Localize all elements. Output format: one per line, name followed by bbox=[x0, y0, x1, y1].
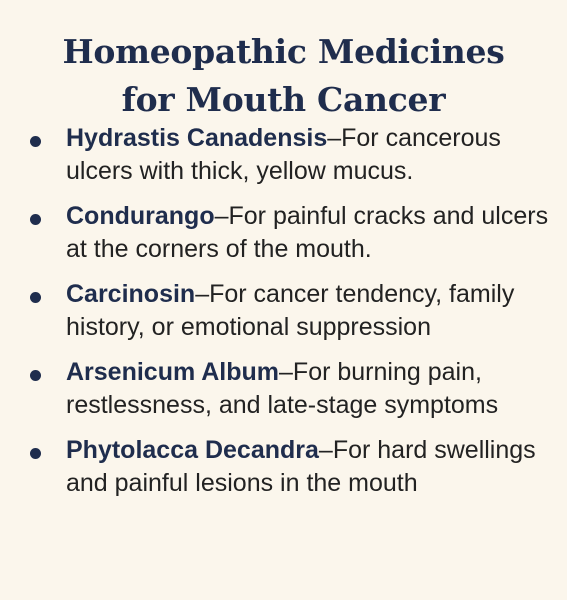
medicine-list bbox=[0, 122, 567, 512]
separator: – bbox=[318, 436, 333, 464]
separator: – bbox=[214, 202, 229, 230]
bullet-icon bbox=[30, 136, 41, 147]
medicine-name: Condurango bbox=[66, 202, 215, 230]
title-line-1: Homeopathic Medicines bbox=[62, 32, 505, 72]
medicine-description: For burning pain, restlessness, and late-stage symptoms bbox=[66, 358, 499, 419]
separator: – bbox=[279, 358, 293, 386]
list-item bbox=[0, 200, 567, 266]
title-line-2: for Mouth Cancer bbox=[121, 80, 446, 120]
separator: – bbox=[327, 124, 342, 152]
separator: – bbox=[195, 280, 210, 308]
medicine-description: For cancer tendency, family history, or emotional suppression bbox=[66, 280, 515, 341]
page-title bbox=[0, 28, 567, 124]
bullet-icon bbox=[30, 370, 41, 381]
medicine-name: Hydrastis Canadensis bbox=[66, 124, 328, 152]
bullet-icon bbox=[30, 292, 41, 303]
medicine-description: For painful cracks and ulcers at the corners of the mouth. bbox=[66, 202, 549, 263]
medicine-name: Arsenicum Album bbox=[66, 358, 280, 386]
bullet-icon bbox=[30, 214, 41, 225]
medicine-description: For hard swellings and painful lesions in the mouth bbox=[66, 436, 536, 497]
medicine-name: Phytolacca Decandra bbox=[66, 436, 319, 464]
list-item bbox=[0, 278, 567, 344]
list-item bbox=[0, 122, 567, 188]
medicine-name: Carcinosin bbox=[66, 280, 196, 308]
list-item bbox=[0, 356, 567, 422]
bullet-icon bbox=[30, 448, 41, 459]
list-item bbox=[0, 434, 567, 500]
medicine-description: For cancerous ulcers with thick, yellow mucus. bbox=[66, 124, 501, 185]
